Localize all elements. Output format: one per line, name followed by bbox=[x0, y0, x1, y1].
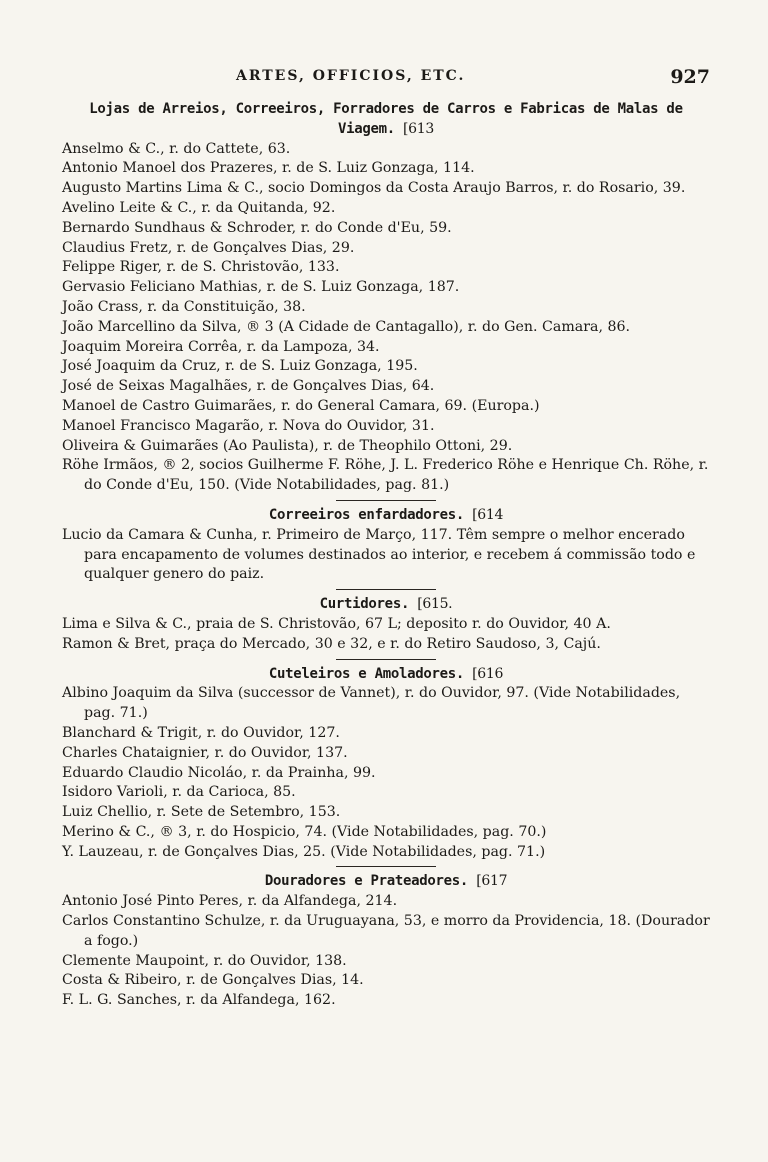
directory-entry: José Joaquim da Cruz, r. de S. Luiz Gonzaga, 195. bbox=[62, 358, 418, 375]
section-divider bbox=[336, 589, 436, 590]
directory-entry: Antonio Manoel dos Prazeres, r. de S. Luiz Gonzaga, 114. bbox=[62, 160, 475, 177]
section-divider bbox=[336, 500, 436, 501]
running-title: ARTES, OFFICIOS, ETC. bbox=[236, 68, 466, 84]
page-header bbox=[0, 68, 768, 92]
directory-entry: Bernardo Sundhaus & Schroder, r. do Conde d'Eu, 59. bbox=[62, 219, 452, 236]
directory-entry: José de Seixas Magalhães, r. de Gonçalves Dias, 64. bbox=[62, 378, 435, 395]
directory-entry: Felippe Riger, r. de S. Christovão, 133. bbox=[62, 259, 340, 276]
section-heading bbox=[62, 872, 710, 892]
directory-entry: Anselmo & C., r. do Cattete, 63. bbox=[62, 140, 291, 157]
directory-entry: Manoel de Castro Guimarães, r. do General Camara, 69. (Europa.) bbox=[62, 397, 540, 414]
directory-entry: Albino Joaquim da Silva (successor de Vannet), r. do Ouvidor, 97. (Vide Notabilidades, pag. 71.) bbox=[62, 685, 681, 722]
section-heading-text: Correeiros enfardadores. bbox=[268, 506, 473, 523]
directory-entry: Avelino Leite & C., r. da Quitanda, 92. bbox=[62, 199, 336, 216]
section-code: [613 bbox=[403, 120, 434, 137]
directory-entry: Costa & Ribeiro, r. de Gonçalves Dias, 14. bbox=[62, 972, 364, 989]
section-divider bbox=[336, 659, 436, 660]
directory-entry: Lucio da Camara & Cunha, r. Primeiro de Março, 117. Têm sempre o melhor encerado para encapamento de volumes destinados ao interior, e recebem á commissão todo e qualquer genero do paiz. bbox=[62, 526, 696, 583]
section-heading-text: Douradores e Prateadores. bbox=[264, 873, 477, 890]
directory-entry: João Crass, r. da Constituição, 38. bbox=[62, 298, 306, 315]
directory-entry: Blanchard & Trigit, r. do Ouvidor, 127. bbox=[62, 724, 340, 741]
directory-entry: Joaquim Moreira Corrêa, r. da Lampoza, 34. bbox=[62, 338, 380, 355]
directory-entry: Oliveira & Guimarães (Ao Paulista), r. de Theophilo Ottoni, 29. bbox=[62, 437, 513, 454]
page-number: 927 bbox=[670, 66, 710, 88]
section-heading bbox=[62, 506, 710, 526]
directory-entry: Merino & C., ® 3, r. do Hospicio, 74. (Vide Notabilidades, pag. 70.) bbox=[62, 823, 547, 840]
section-heading-text: Lojas de Arreios, Correeiros, Forradores de Carros e Fabricas de Malas de Viagem. bbox=[89, 101, 683, 137]
section-code: [615. bbox=[417, 596, 453, 613]
directory-entry: Manoel Francisco Magarão, r. Nova do Ouvidor, 31. bbox=[62, 417, 435, 434]
section-heading bbox=[62, 100, 710, 140]
directory-entry: F. L. G. Sanches, r. da Alfandega, 162. bbox=[62, 992, 336, 1009]
directory-entry: João Marcellino da Silva, ® 3 (A Cidade de Cantagallo), r. do Gen. Camara, 86. bbox=[62, 318, 631, 335]
section-code: [616 bbox=[472, 665, 504, 682]
directory-entry: Claudius Fretz, r. de Gonçalves Dias, 29. bbox=[62, 239, 355, 256]
section-heading-text: Curtidores. bbox=[319, 596, 418, 613]
directory-entry: Ramon & Bret, praça do Mercado, 30 e 32, e r. do Retiro Saudoso, 3, Cajú. bbox=[62, 635, 601, 652]
directory-entry: Clemente Maupoint, r. do Ouvidor, 138. bbox=[62, 952, 347, 969]
directory-entry: Lima e Silva & C., praia de S. Christovão, 67 L; deposito r. do Ouvidor, 40 A. bbox=[62, 615, 611, 632]
directory-entry: Luiz Chellio, r. Sete de Setembro, 153. bbox=[62, 804, 341, 821]
section-heading bbox=[62, 595, 710, 615]
directory-content bbox=[62, 100, 710, 1011]
directory-entry: Charles Chataignier, r. do Ouvidor, 137. bbox=[62, 744, 348, 761]
section-heading bbox=[62, 665, 710, 685]
directory-entry: Y. Lauzeau, r. de Gonçalves Dias, 25. (Vide Notabilidades, pag. 71.) bbox=[62, 843, 546, 860]
directory-entry: Röhe Irmãos, ® 2, socios Guilherme F. Röhe, J. L. Frederico Röhe e Henrique Ch. Röhe, r. do Conde d'Eu, 150. (Vide Notabilidades, pag. 81.) bbox=[62, 457, 709, 494]
section-code: [617 bbox=[476, 873, 508, 890]
section-heading-text: Cuteleiros e Amoladores. bbox=[268, 665, 473, 682]
section-code: [614 bbox=[472, 506, 504, 523]
section-divider bbox=[336, 866, 436, 867]
directory-entry: Eduardo Claudio Nicoláo, r. da Prainha, 99. bbox=[62, 764, 376, 781]
directory-entry: Carlos Constantino Schulze, r. da Uruguayana, 53, e morro da Providencia, 18. (Dourador a fogo.) bbox=[62, 913, 710, 949]
directory-entry: Gervasio Feliciano Mathias, r. de S. Luiz Gonzaga, 187. bbox=[62, 279, 460, 296]
directory-entry: Augusto Martins Lima & C., socio Domingos da Costa Araujo Barros, r. do Rosario, 39. bbox=[62, 180, 686, 197]
directory-entry: Antonio José Pinto Peres, r. da Alfandega, 214. bbox=[62, 893, 398, 910]
directory-entry: Isidoro Varioli, r. da Carioca, 85. bbox=[62, 784, 296, 801]
